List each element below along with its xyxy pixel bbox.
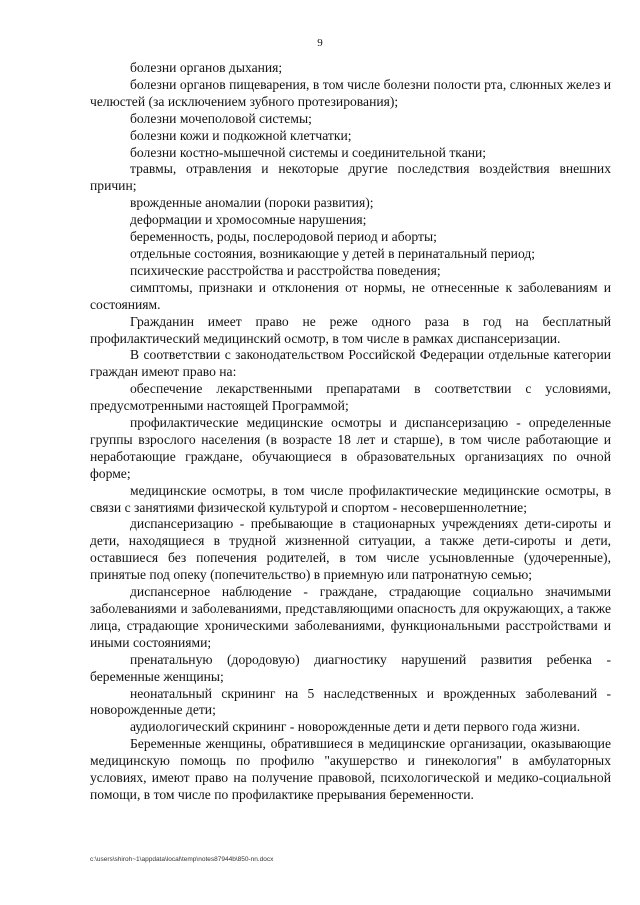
paragraph: пренатальную (дородовую) диагностику нарушений развития ребенка - беременные женщины; — [90, 651, 611, 684]
paragraph: Гражданин имеет право не реже одного раза в год на бесплатный профилактический медицинский осмотр, в том числе в рамках диспансеризации. — [90, 313, 611, 346]
paragraph: отдельные состояния, возникающие у детей в перинатальный период; — [130, 245, 536, 261]
paragraph: врожденные аномалии (пороки развития); — [130, 195, 374, 211]
paragraph: профилактические медицинские осмотры и диспансеризацию - определенные группы взрослого населения (в возрасте 18 лет и старше), в том числе работающие и неработающие граждане, обучающиеся в образовательных организациях по очной форме; — [90, 415, 611, 481]
paragraph: беременность, роды, послеродовой период и аборты; — [130, 229, 437, 245]
paragraph: болезни кожи и подкожной клетчатки; — [130, 127, 352, 143]
paragraph: болезни костно-мышечной системы и соединительной ткани; — [130, 144, 487, 160]
paragraph: обеспечение лекарственными препаратами в соответствии с условиями, предусмотренными настоящей Программой; — [90, 381, 611, 414]
paragraph: болезни мочеполовой системы; — [130, 110, 312, 126]
paragraph: диспансерное наблюдение - граждане, страдающие социально значимыми заболеваниями и заболеваниями, представляющими опасность для окружающих, а также лица, страдающие хроническими заболеваниями, функциональными расстройствами и иными состояниями; — [90, 584, 611, 650]
paragraph: болезни органов дыхания; — [130, 60, 283, 75]
page-number: 9 — [317, 37, 323, 49]
footer-file-path: c:\users\shiroh~1\appdata\local\temp\notes87944b\850-nn.docx — [90, 856, 274, 863]
paragraph: деформации и хромосомные нарушения; — [130, 212, 367, 228]
paragraph: симптомы, признаки и отклонения от нормы, не отнесенные к заболеваниям и состояниям. — [90, 279, 611, 312]
paragraph: диспансеризацию - пребывающие в стационарных учреждениях дети-сироты и дети, находящиеся в трудной жизненной ситуации, а также дети-сироты и дети, оставшиеся без попечения родителей, в том числе усыновленные (удочеренные), принятые под опеку (попечительство) в приемную или патронатную семью; — [90, 516, 611, 583]
paragraph: психические расстройства и расстройства поведения; — [130, 262, 441, 278]
paragraph: медицинские осмотры, в том числе профилактические медицинские осмотры, в связи с занятиями физической культурой и спортом - несовершеннолетние; — [90, 482, 611, 515]
paragraph: неонатальный скрининг на 5 наследственных и врожденных заболеваний - новорожденные дети; — [90, 685, 611, 718]
paragraph: болезни органов пищеварения, в том числе болезни полости рта, слюнных желез и челюстей (за исключением зубного протезирования); — [90, 76, 611, 109]
document-body — [90, 60, 611, 804]
paragraph: аудиологический скрининг - новорожденные дети и дети первого года жизни. — [130, 719, 581, 735]
paragraph: Беременные женщины, обратившиеся в медицинские организации, оказывающие медицинскую помощь по профилю "акушерство и гинекология" в амбулаторных условиях, имеют право на получение правовой, психологической и медико-социальной помощи, в том числе по профилактике прерывания беременности. — [90, 736, 611, 802]
paragraph: В соответствии с законодательством Российской Федерации отдельные категории граждан имеют право на: — [90, 347, 611, 380]
paragraph: травмы, отравления и некоторые другие последствия воздействия внешних причин; — [90, 161, 611, 194]
